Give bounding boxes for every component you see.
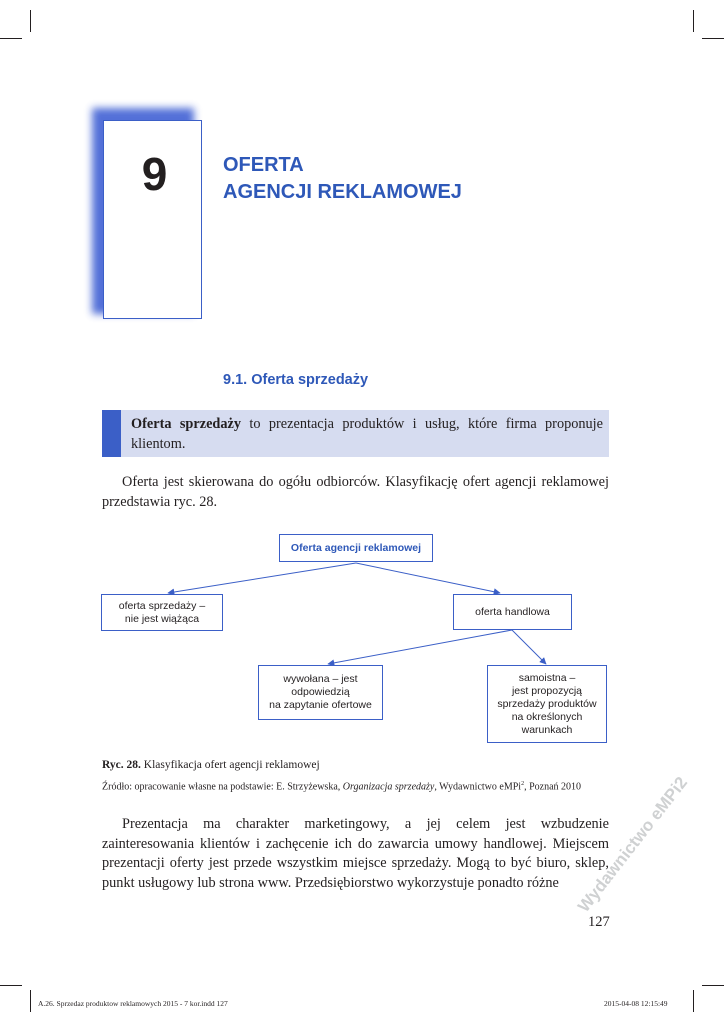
definition-box: [102, 410, 609, 457]
figure-source: [102, 781, 581, 792]
definition-bar: [102, 410, 121, 457]
arrow-root-right: [356, 563, 500, 593]
chapter-title-line2: AGENCJI REKLAMOWEJ: [223, 181, 462, 203]
source-prefix: Źródło: opracowanie własne na podstawie: E. Strzyżewska,: [102, 781, 343, 793]
crop-mark: [693, 10, 694, 32]
crop-mark: [30, 10, 31, 32]
crop-mark: [693, 990, 694, 1012]
source-suffix: , Poznań 2010: [524, 781, 582, 793]
crop-mark: [702, 38, 724, 39]
diagram-node-root: Oferta agencji reklamowej: [279, 534, 433, 562]
definition-term: Oferta sprzedaży: [131, 416, 242, 432]
definition-body: to prezentacja produktów i usług, które firma proponuje klientom.: [131, 416, 604, 452]
chapter-title: [223, 152, 462, 206]
section-title: 9.1. Oferta sprzedaży: [223, 372, 369, 388]
diagram-node-trade-offer: oferta handlowa: [453, 594, 572, 630]
chapter-number: 9: [141, 148, 167, 200]
figure-caption-text: Klasyfikacja ofert agencji reklamowej: [140, 759, 320, 771]
crop-mark: [702, 985, 724, 986]
watermark: Wydawnictwo eMPi2: [574, 773, 692, 916]
crop-mark: [0, 38, 22, 39]
page-number: 127: [588, 914, 610, 930]
crop-mark: [30, 990, 31, 1012]
figure-label: Ryc. 28.: [102, 759, 141, 771]
diagram-node-invited-offer: wywołana – jest odpowiedzią na zapytanie ofertowe: [258, 665, 383, 720]
definition-text: [131, 415, 603, 454]
arrow-right-childleft: [328, 630, 512, 664]
paragraph-body: Prezentacja ma charakter marketingowy, a jej celem jest wzbudzenie zainteresowania klientów i zachęcenie ich do zawarcia umowy handlowej. Miejscem prezentacji oferty jest przede wszystkim miejsce sprzedaży. Mogą to być biuro, sklep, punkt usługowy lub strona www. Przedsiębiorstwo wykorzystuje ponadto różne: [102, 816, 609, 891]
chapter-box: [103, 120, 202, 319]
footer-timestamp: 2015-04-08 12:15:49: [604, 999, 668, 1008]
source-sup: 2: [521, 781, 525, 787]
diagram-node-spontaneous-offer: samoistna – jest propozycją sprzedaży produktów na określonych warunkach: [487, 665, 607, 743]
paragraph-intro: Oferta jest skierowana do ogółu odbiorców. Klasyfikację ofert agencji reklamowej przedstawia ryc. 28.: [102, 474, 609, 510]
arrow-right-childright: [512, 630, 546, 664]
source-publisher: , Wydawnictwo eMPi: [434, 781, 522, 793]
source-title: Organizacja sprzedaży: [342, 781, 435, 793]
chapter-title-line1: OFERTA: [223, 154, 304, 176]
crop-mark: [0, 985, 22, 986]
diagram-node-sales-offer: oferta sprzedaży – nie jest wiążąca: [101, 594, 223, 631]
arrow-root-left: [168, 563, 356, 593]
figure-caption: [102, 759, 320, 771]
footer-file-info: A.26. Sprzedaz produktow reklamowych 2015 - 7 kor.indd 127: [38, 999, 228, 1008]
